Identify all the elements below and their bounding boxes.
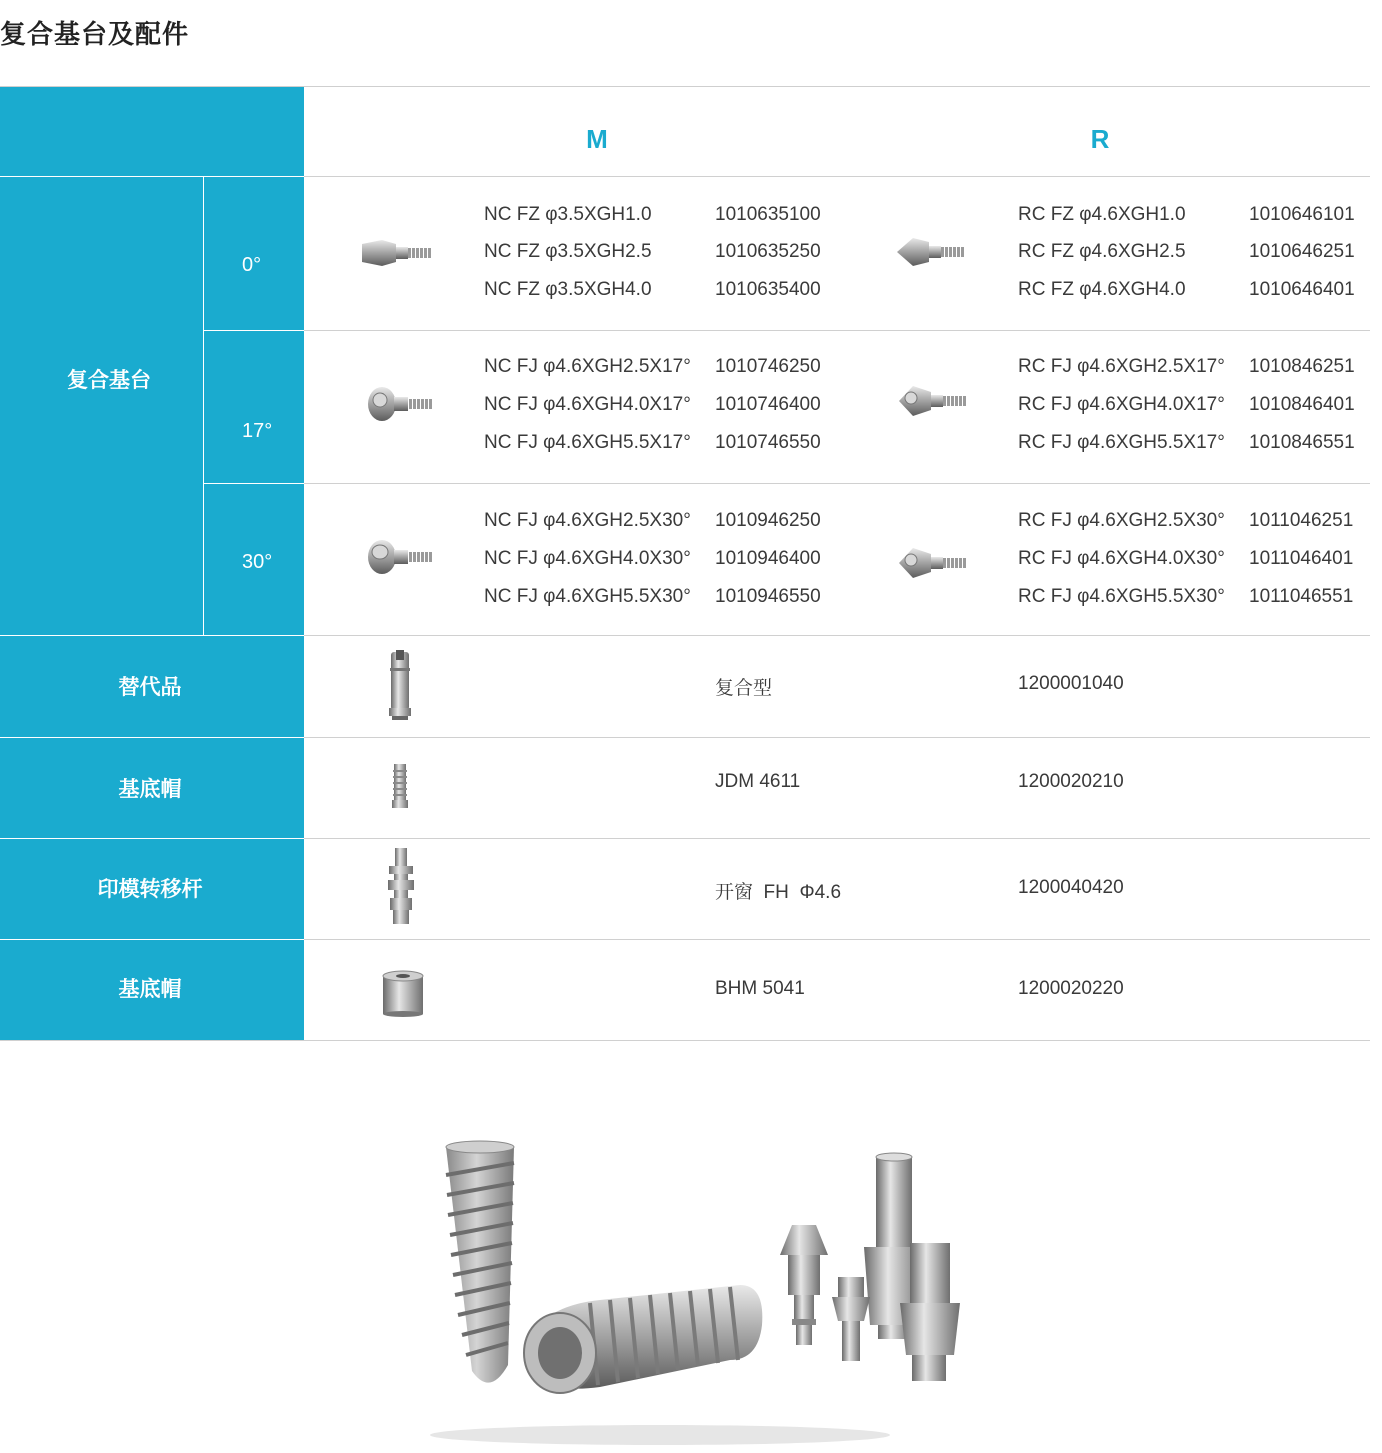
r-product-name: RC FJ φ4.6XGH5.5X30° [1018, 586, 1225, 607]
cyan-separator [0, 939, 304, 940]
row-divider [304, 330, 1370, 331]
r-product-code: 1010646101 [1249, 204, 1355, 225]
m-product-name: NC FJ φ4.6XGH2.5X30° [484, 510, 691, 531]
row-divider [304, 483, 1370, 484]
m-product-name: NC FJ φ4.6XGH4.0X17° [484, 394, 691, 415]
m-product-code: 1010946250 [715, 510, 821, 531]
implant-products-photo [420, 1135, 980, 1453]
cyan-separator [0, 635, 304, 636]
r-product-name: RC FJ φ4.6XGH4.0X30° [1018, 548, 1225, 569]
m-product-code: 1010635100 [715, 204, 821, 225]
r-product-code: 1011046401 [1249, 548, 1354, 569]
row-divider [304, 176, 1370, 177]
composite-label-cell [0, 177, 203, 635]
straight-abutment-icon [360, 236, 436, 270]
m-product-code: 1010746550 [715, 432, 821, 453]
row-divider [304, 737, 1370, 738]
m-product-name: NC FJ φ4.6XGH5.5X30° [484, 586, 691, 607]
accessory-spec: JDM 4611 [715, 771, 801, 792]
r-product-code: 1010846551 [1249, 432, 1355, 453]
cyan-separator [0, 838, 304, 839]
impression-post-icon [385, 846, 417, 928]
angled-abutment-icon [366, 537, 436, 577]
column-header-r: R [1090, 124, 1110, 154]
r-product-name: RC FZ φ4.6XGH4.0 [1018, 279, 1186, 300]
angle-label: 30° [242, 551, 273, 573]
m-product-code: 1010946400 [715, 548, 821, 569]
m-product-code: 1010635400 [715, 279, 821, 300]
m-product-code: 1010746400 [715, 394, 821, 415]
row-divider [304, 939, 1370, 940]
base-cap-icon [390, 762, 410, 810]
angle-label: 0° [242, 254, 262, 276]
accessory-code: 1200040420 [1018, 877, 1124, 898]
accessory-spec: 开窗 FH Φ4.6 [715, 882, 842, 903]
m-product-name: NC FJ φ4.6XGH5.5X17° [484, 432, 691, 453]
r-product-name: RC FJ φ4.6XGH2.5X17° [1018, 356, 1225, 377]
accessory-code: 1200001040 [1018, 673, 1124, 694]
abutment-group-icon [780, 1153, 960, 1381]
r-product-code: 1010646251 [1249, 241, 1355, 262]
accessory-label: 印模转移杆 [97, 877, 203, 901]
analog-icon [386, 648, 414, 722]
r-product-name: RC FJ φ4.6XGH4.0X17° [1018, 394, 1225, 415]
cyan-separator [203, 177, 204, 635]
cyan-separator [0, 176, 304, 177]
m-product-name: NC FZ φ3.5XGH2.5 [484, 241, 652, 262]
r-product-code: 1010646401 [1249, 279, 1355, 300]
r-product-code: 1011046251 [1249, 510, 1354, 531]
r-product-name: RC FZ φ4.6XGH1.0 [1018, 204, 1186, 225]
r-product-name: RC FZ φ4.6XGH2.5 [1018, 241, 1186, 262]
r-product-name: RC FJ φ4.6XGH2.5X30° [1018, 510, 1225, 531]
cyan-separator [204, 330, 304, 331]
r-product-code: 1010846401 [1249, 394, 1355, 415]
r-product-code: 1011046551 [1249, 586, 1354, 607]
row-divider [0, 1040, 1370, 1041]
m-product-code: 1010635250 [715, 241, 821, 262]
m-product-code: 1010746250 [715, 356, 821, 377]
row-divider [304, 635, 1370, 636]
vertical-implant-icon [446, 1141, 514, 1383]
angle-label: 17° [242, 420, 273, 442]
header-corner-cell [0, 87, 304, 176]
m-product-name: NC FZ φ3.5XGH1.0 [484, 204, 652, 225]
m-product-name: NC FJ φ4.6XGH2.5X17° [484, 356, 691, 377]
m-product-code: 1010946550 [715, 586, 821, 607]
cyan-separator [0, 737, 304, 738]
straight-abutment-icon [895, 234, 967, 270]
accessory-label: 基底帽 [118, 777, 182, 801]
accessory-code: 1200020210 [1018, 771, 1124, 792]
accessory-spec: 复合型 [715, 678, 773, 699]
accessory-spec: BHM 5041 [715, 978, 805, 999]
m-product-name: NC FZ φ3.5XGH4.0 [484, 279, 652, 300]
accessory-label: 替代品 [118, 675, 182, 699]
page-title: 复合基台及配件 [0, 20, 190, 50]
cylinder-cap-icon [380, 970, 426, 1018]
horizontal-implant-icon [524, 1285, 762, 1393]
composite-abutment-label: 复合基台 [67, 368, 151, 392]
r-product-name: RC FJ φ4.6XGH5.5X17° [1018, 432, 1225, 453]
r-product-code: 1010846251 [1249, 356, 1355, 377]
angled-abutment-icon [366, 384, 436, 424]
row-divider [304, 838, 1370, 839]
accessory-label: 基底帽 [118, 977, 182, 1001]
angled-abutment-icon [897, 382, 969, 420]
accessory-code: 1200020220 [1018, 978, 1124, 999]
cyan-separator [204, 483, 304, 484]
column-header-m: M [586, 124, 608, 154]
m-product-name: NC FJ φ4.6XGH4.0X30° [484, 548, 691, 569]
angled-abutment-icon [897, 544, 969, 582]
